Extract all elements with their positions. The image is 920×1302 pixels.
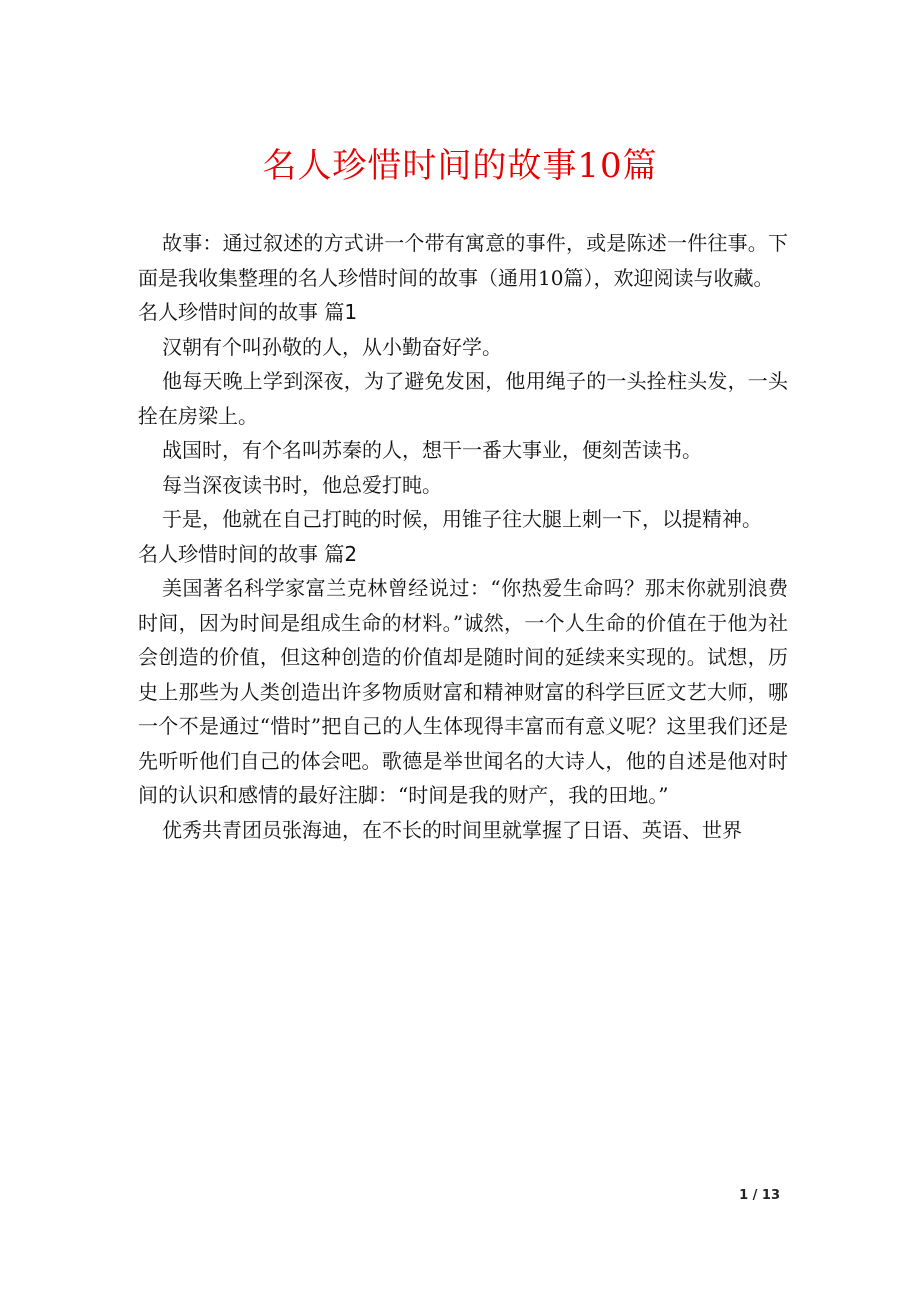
paragraph: 战国时，有个名叫苏秦的人，想干一番大事业，便刻苦读书。 bbox=[162, 438, 702, 462]
document-body bbox=[138, 226, 788, 847]
document-title: 名人珍惜时间的故事10篇 bbox=[262, 146, 658, 186]
paragraph: 于是，他就在自己打盹的时候，用锥子往大腿上刺一下，以提精神。 bbox=[162, 507, 762, 531]
section-heading-1: 名人珍惜时间的故事 篇1 bbox=[138, 300, 358, 324]
paragraph: 美国著名科学家富兰克林曾经说过：“你热爱生命吗？那末你就别浪费时间，因为时间是组成生命的材料。”诚然，一个人生命的价值在于他为社会创造的价值，但这种创造的价值却是随时间的延续来实现的。试想，历史上那些为人类创造出许多物质财富和精神财富的科学巨匠文艺大师，哪一个不是通过“惜时”把自己的人生体现得丰富而有意义呢？这里我们还是先听听他们自己的体会吧。歌德是举世闻名的大诗人，他的自述是他对时间的认识和感情的最好注脚：“时间是我的财产，我的田地。” bbox=[138, 576, 788, 807]
paragraph: 每当深夜读书时，他总爱打盹。 bbox=[162, 472, 442, 497]
paragraph: 他每天晚上学到深夜，为了避免发困，他用绳子的一头拴柱头发，一头拴在房梁上。 bbox=[138, 369, 788, 428]
section-heading-2: 名人珍惜时间的故事 篇2 bbox=[138, 541, 358, 566]
paragraph: 汉朝有个叫孙敬的人，从小勤奋好学。 bbox=[162, 334, 502, 359]
paragraph: 优秀共青团员张海迪，在不长的时间里就掌握了日语、英语、世界 bbox=[162, 817, 742, 842]
page-number: 1 / 13 bbox=[739, 1188, 780, 1203]
intro-paragraph: 故事：通过叙述的方式讲一个带有寓意的事件，或是陈述一件往事。下面是我收集整理的名人珍惜时间的故事（通用10篇），欢迎阅读与收藏。 bbox=[138, 231, 788, 290]
